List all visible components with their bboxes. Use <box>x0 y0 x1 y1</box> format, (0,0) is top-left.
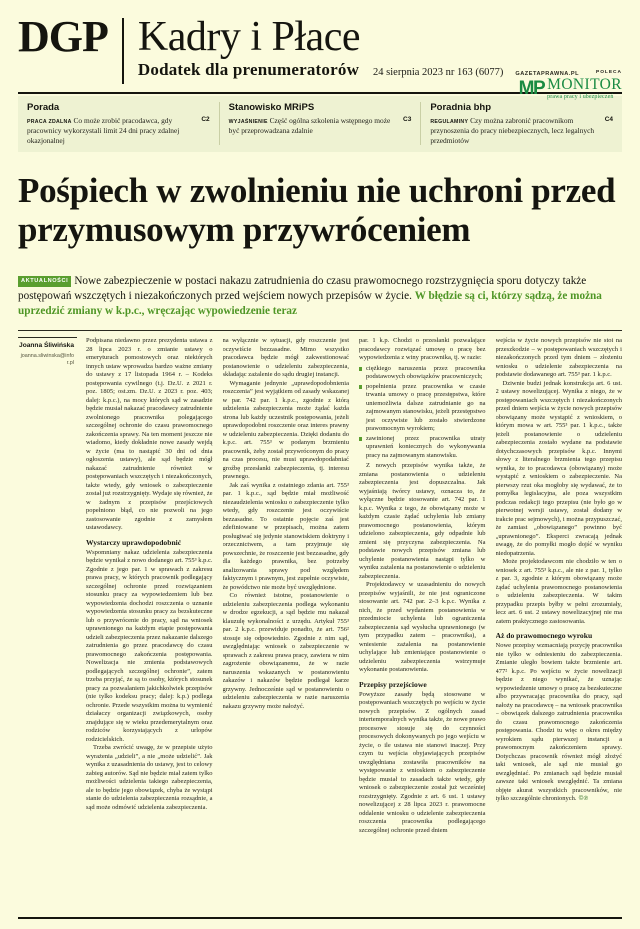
monitor-promo <box>482 70 622 100</box>
teaser-kicker: PRACA ZDALNA <box>27 119 72 125</box>
teaser-title: Poradnia bhp <box>430 102 492 113</box>
teaser-text: Co może zrobić pracodawca, gdy pracownicy wykorzystali limit 24 dni pracy zdalnej okazjonalnej <box>27 116 180 145</box>
column-2 <box>223 337 350 835</box>
teaser-title: Porada <box>27 102 60 113</box>
body-paragraph: par. 1 k.p. Chodzi o przesłanki pozwalające pracodawcy rozwiązać umowę o pracę bez wypowiedzenia z winy pracownika, tj. w razie: <box>359 337 486 362</box>
body-paragraph: Jak zaś wynika z ostatniego zdania art. 755³ par. 1 k.p.c., sąd będzie miał możliwość niezaudzielenia wniosku o zabezpieczenie tylko wtedy, gdy roszczenie jest oczywiście bezzasadne. To ostatnie pojęcie zaś jest zdefiniowane w przepisach, można zatem posługiwać się jedynie stanowiskiem doktryny i orzecznictwem, a tam przyjmuje się powszechnie, że roszczenie jest bezzasadne, gdy dla każdego prawnika, bez potrzeby analizowania sprawy pod względem faktycznym i prawnym, jest zupełnie oczywiste, że powódctwo nie może być uwzględnione. <box>222 481 349 591</box>
body-paragraph: Wspomniany nakaz udzielenia zabezpieczenia będzie wynikał z nowo dodanego art. 755³ k.p.c. Zgodnie z jego par. 1 w sprawach z zakresu prawa pracy, w których pracownik podlegający szczególnej ochronie przed rozwiązaniem stosunku pracy za wypowiedzeniem lub bez wypowiedzenia dochodzi roszczenia o uznanie wypowiedzenia stosunku pracy za bezskuteczne lub o przywrócenie do pracy, sąd na wniosek uprawnionego na każdym etapie postępowania udzieli zabezpieczenia przez nakazanie dalszego zatrudnienia go przez pracodawcę do czasu prawomocnego zakończenia postępowania. Nowelizacja nie zmienia podstawowych podlegających szczególnej ochronie”, zatem trzeba przyjąć, że są to osoby, których stosunek pracy za pozwalaniem jakichkolwiek przepisów (nie tylko kodeksu pracy; dalej: k.p.) podlega ochronie. Przede wszystkim można tu wymienić działaczy organizacji związkowych, osoby znajdujące się w wieku przedemerytalnym oraz rodziców korzystających z urlopów rodzicielskich. <box>86 548 213 743</box>
byline-author-email[interactable]: joanna.sliwinska@infor.pl <box>20 352 74 367</box>
teaser-body <box>27 116 210 145</box>
teaser-kicker: WYJAŚNIENIE <box>228 119 268 125</box>
body-paragraph: Nowe przepisy wzmacniają pozycję pracownika nie tylko w odniesieniu do zabezpieczenia. Zmianie uległo bowiem także brzmienie art. 477² k.p.c. Po wejściu w życie nowelizacji będzie z niego wynikać, że uznając wypowiedzenie umowy o pracę za bezskuteczne albo przywracając pracownika do pracy, sąd nałoży na pracodawcę – na wniosek pracownika – obowiązek dalszego zatrudnienia pracownika do czasu prawomocnego zakończenia postępowania. Chodzi tu więc o okres między wyrokiem sądu pierwszej instancji a prawomocnym zakończeniem sprawy. Dotychczas pracownik również mógł złożyć taki wniosek, ale sąd nie musiał go uwzględniać. Po zmianach sąd będzie musiał zawsze taki wniosek uwzględnić. Ta zmiana objęte akurat wszystkich pracowników, nie tylko szczególnie chronionych. ©℗ <box>495 642 622 803</box>
lead-badge: AKTUALNOŚCI <box>18 276 71 287</box>
bullet-list <box>359 365 486 461</box>
brand-logo-dgp: DGP <box>18 12 108 61</box>
promo-name: MONITOR <box>547 76 622 93</box>
body-paragraph: Może projektodawcom nie chodziło w ten o wniosek z art. 755³ k.p.c., ale nie z par. 1, tylko z par. 3, zgodnie z którym obowiązany może żądać uchylenia prawomocnego postanowienia o udzieleniu zabezpieczenia. W takim przypadku przepis byłby w pełni zrozumiały, lecz art. 6 ust. 2 ustawy nowelizacyjnej nie ma zatem praktycznego zastosowania. <box>495 558 622 625</box>
body-paragraph: Trzeba zwrócić uwagę, że w przepisie użyto wyrażenia „udzieli”, a nie „może udzielić”. Jak wynika z uzasadnienia do ustawy, jest to celowy zabieg autorów. Sąd nie będzie miał zatem tylko możliwości udzielenia takiego zabezpieczenia, ale to będzie jego obowiązek, chyba że wystąpi stanie do udzielenia zabezpieczenia rozsądnie, a sąd może odmówić udzielenia zabezpieczenia. <box>86 744 213 811</box>
teaser-page-ref: C3 <box>403 116 412 123</box>
teaser-item-stanowisko[interactable] <box>219 102 421 145</box>
article-body <box>18 337 622 835</box>
bullet-item: zawinionej przez pracownika utraty uprawnień koniecznych do wykonywania pracy na zajmowanym stanowisku. <box>359 435 486 461</box>
section-subheading: Aż do prawomocnego wyroku <box>495 631 593 641</box>
body-paragraph: Powyższe zasady będą stosowane w postępowaniach wszczętych po wejściu w życie nowych przepisów. Z ogólnych zasad intertemporalnych wynika także, że nowe prawo procesowe stosuje się do czynności procesowych dokonywanych po jego wejściu w życie, o ile ustawa nie stanowi inaczej. Przy czym tu wejścia obyjawiających przepisów uwzględniana zostawiła pracowników na występowanie z wnioskiem o zabezpieczenie będzie musiał to zasadach także wtedy, gdy wniosek o zabezpieczenie został już wcześniej rozstrzygnięty. Zgodnie z art. 6 ust. 1 ustawy nowelizującej z 28 lipca 2023 r. prawomocne oddalenie wniosku o udzielenie zabezpieczenia roszczenia pracownika podlegającego szczególnej ochronie przed dniem <box>359 690 486 834</box>
teaser-item-porada[interactable] <box>18 102 219 145</box>
teaser-bar <box>18 96 622 152</box>
bullet-item: ciężkiego naruszenia przez pracownika podstawowych obowiązków pracowniczych; <box>359 365 486 382</box>
column-1 <box>86 337 213 835</box>
column-3 <box>359 337 486 835</box>
article-headline: Pośpiech w zwolnieniu nie uchroni przed przymusowym przywróceniem <box>18 171 616 250</box>
body-paragraph: Wymaganie jednynie „uprawdopodobnienia roszczenia” jest wyjątkiem od zasady wskazanej w par. 742 par. 1 k.p.c., zgodnie z którą udzielenia zabezpieczenia może żądać każda strona lub każdy uczestnik postępowania, jeżeli uprawdopodobni roszczenie oraz interes prawny w udzieleniu zabezpieczenia. Dzięki dodaniu do k.p.c. art. 755³ w podanym brzmieniu pracownik, żeby został przywróconym do pracy na czas procesu, nie musi uprawdopodabniać groźbę przesłanki zabezpieczenia, tj. interesu prawnego. <box>222 379 349 481</box>
promo-kicker: POLECA <box>596 70 622 75</box>
byline-author-name: Joanna Śliwińska <box>19 342 74 350</box>
supplement-label: Dodatek dla prenumeratorów <box>137 60 360 79</box>
lead-rule <box>18 330 622 331</box>
promo-subtitle: prawa pracy i ubezpieczeń <box>547 94 614 100</box>
masthead-divider <box>122 18 124 84</box>
issue-date: 24 sierpnia 2023 nr 163 (6077) <box>373 67 504 78</box>
article-lead <box>18 274 622 320</box>
teaser-body <box>229 116 412 136</box>
byline <box>18 337 77 835</box>
lead-text: Nowe zabezpieczenie w postaci nakazu zatrudnienia do czasu prawomocnego rozstrzygnięcia sporu dotyczy także postępowań wszczętych i niezakończonych przed wejściem nowych przepisów w życie. <box>18 274 587 302</box>
site-tag: GAZETAPRAWNA.PL <box>515 71 580 77</box>
text-columns <box>86 337 622 835</box>
body-paragraph: Dziwnie budzi jednak konstrukcja art. 6 ust. 2 ustawy nowelizującej. Wynika z niego, że w postępowaniach wszczętych i niezakończonych przed dniem wejścia w życie nowych przepisów obowiązany może wystąpić z wnioskiem, o którym mowa w art. 755³ par. 1 k.p.c., także jeżeli postanowienie o udzieleniu zabezpieczenia zostało wydane na podstawie dotychczasowych przepisów k.p.c. Innymi słowy z literalnego brzmienia tego przepisu wynika, że to pracodawca (obowiązany) może wystąpić z wnioskiem o zabezpieczenie. Na pierwszy rzut oka mogłoby się wydawać, że to pomyłka legislacyjna, ale poza wszystkim podczas redakcji tego przepisu (nie było go w pierwotnej wersji ustawy, został dodany w trakcie prac sejmowych), i można przypuszczać, że zamiast „obowiązanego” powinno być „uprawnionego”. Eksperci zwracają jednak uwagę, że do pomyłki mogło dojść w wyniku niedopatrzenia. <box>495 379 622 557</box>
body-paragraph: Podpisana niedawno przez prezydenta ustawa z 28 lipca 2023 r. o zmianie ustawy o emeryturach pomostowych oraz niektórych innych ustaw wprowadza bardzo ważne zmiany do ustawy z 17 listopada 1964 r. – Kodeks postępowania cywilnego (t.j. Dz.U. z 2021 r. poz. 1805; ost.zm. Dz.U. z 2023 r. poz. 403; dalej: k.p.c.), na mocy których sąd w zasadzie będzie musiał nakazać pracodawcy zatrudnienie zwolnionego pracownika polegającego szczególnej ochronie do czasu prawomocnego zakończenia sprawy. Na ten moment jeszcze nie wiadomo, kiedy dokładnie nowe zasady wejdą w życie (ma to nastąpić 30 dni od dnia ogłoszenia ustawy), ale sąd będzie mógł nakazać zatrudnienie również w postępowaniach wszczętych i niezakończonych, także wtedy, gdy wniosek o zabezpieczenie został już rozstrzygnięty. Wydaje się również, że w żadnym z przepisów przejściowych popełniono błąd, co nie pozwoli na jego zastosowanie zgodnie z zamysłem ustawodawcy. <box>86 337 213 532</box>
bullet-item: popełnienia przez pracownika w czasie trwania umowy o pracę przestępstwa, które uniemożliwia dalsze zatrudnianie go na zajmowanym stanowisku, jeżeli przestępstwo jest oczywiste lub zostało stwierdzone prawomocnym wyrokiem; <box>359 383 486 434</box>
body-paragraph: Projektodawcy w uzasadnieniu do nowych przepisów wyjaśnili, że nie jest ograniczone stosowanie art. 742 par. 2–3 k.p.c. Wynika z nich, że przed wydaniem postanowienia w przedmiocie uchylenia lub ograniczenia zabezpieczenia sąd wysłucha uprawnionego (w tym przypadku zatem – pracownika), a wniesienie zażalenia na postanowienie uchylające lub zmieniające postanowienie o udzieleniu zabezpieczenia wstrzymuje wykonanie postanowienia. <box>359 581 486 674</box>
lead-highlight: W błędzie są ci, którzy sądzą, że można uprzedzić zmiany w k.p.c., wręczając wypowiedzenie teraz <box>18 289 602 317</box>
promo-row <box>482 77 622 100</box>
promo-text-block <box>547 77 622 100</box>
body-paragraph: Z nowych przepisów wynika także, że zmiana postanowienia o udzieleniu zabezpieczenia jest dopuszczalna. Jak wyjaśniają twórcy ustawy, oznacza to, że wyłączne będzie stosowanie art. 742 par. 1 k.p.c. Wynika z tego, że obowiązany może w każdym czasie żądać uchylenia lub zmiany prawomocnego postanowienia, którym udzielono zabezpieczenia, gdy odpadnie lub zmieni się przyczyna zabezpieczenia. Na podstawie nowych przepisów zmiana lub uchylenie postanowienia nastąpi tylko w wyniku zażalenia na postanowienie o udzieleniu zabezpieczenia. <box>359 462 486 580</box>
column-4 <box>496 337 623 835</box>
teaser-title: Stanowisko MRiPS <box>228 102 315 113</box>
teaser-text: Czy można zabronić pracownikom przynoszenia do pracy niebezpiecznych, lecz legalnych przedmiotów <box>430 116 595 145</box>
teaser-kicker: REGULAMINY <box>430 119 469 125</box>
footer-rule <box>18 917 622 919</box>
section-subheading: Przepisy przejściowe <box>359 679 427 689</box>
supplement-title: Kadry i Płace <box>137 14 360 60</box>
teaser-page-ref: C4 <box>604 116 614 123</box>
monitor-mp-icon: MP <box>518 78 545 99</box>
teaser-page-ref: C2 <box>201 116 210 123</box>
copyright-endmark: ©℗ <box>576 796 589 803</box>
teaser-item-poradnia-bhp[interactable] <box>420 102 622 145</box>
body-paragraph: wejścia w życie nowych przepisów nie stoi na przeszkodzie – w postępowaniach wszczętych i niezakończonych przed tym dniem – złożeniu wniosku o udzielenie zabezpieczenia na podstawie dodawanego art. 755³ par. 1 k.p.c. <box>495 337 622 379</box>
body-paragraph: na wyłącznie w sytuacji, gdy roszczenie jest oczywiście bezzasadne. Mimo wszystko pracodawca będzie mógł zakwestionować postanowienie o udzieleniu zabezpieczenia, składając zażalenie do sądu drugiej instancji. <box>222 337 349 379</box>
section-subheading: Wystarczy uprawdopodobnić <box>86 537 182 547</box>
teaser-body <box>430 116 613 145</box>
teaser-text: Część ogólna szkolenia wstępnego może być przeprowadzana zdalnie <box>228 116 391 135</box>
body-paragraph: Co również istotne, postanowienie o udzieleniu zabezpieczenia podlega wykonaniu w drodze egzekucji, a sąd będzie mu nakazał klauzulę wykonalności z urzędu. Artykuł 755³ par. 2 k.p.c. przewiduje ponadto, że art. 756² stosuje się odpowiednio. Zgodnie z nim sąd, uwzględniając wniosek o zabezpieczenie w sprawach z zakresu prawa pracy, zawiera w nim zagrożenie obowiązanemu, że w razie naruszenia wskazanych w postanowieniu zakazów i nakazów będzie podlegał karze grzywny. Jednocześnie sąd w postanowieniu o udzieleniu zabezpieczenia w razie naruszenia nakazu grzywny może nałożyć. <box>222 592 349 710</box>
